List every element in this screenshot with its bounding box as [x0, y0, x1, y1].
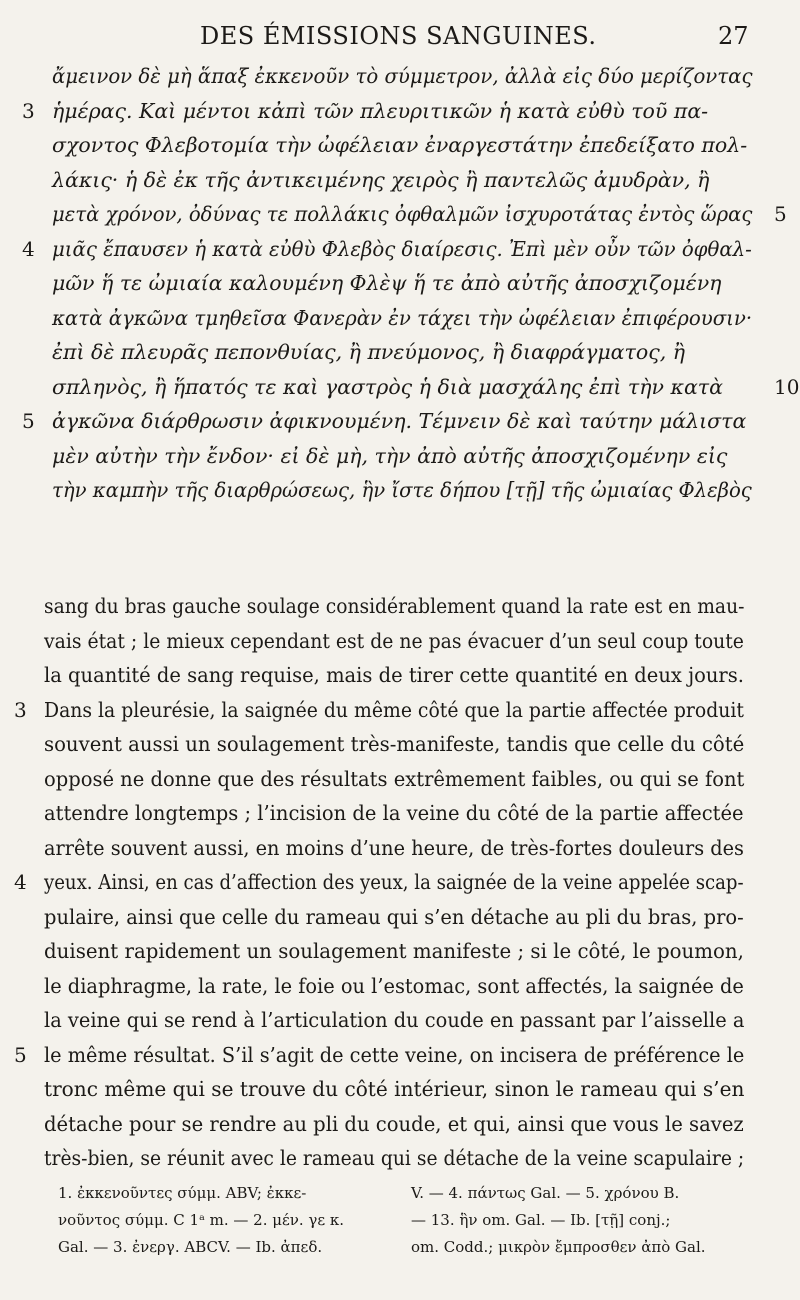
greek-text-block: [22, 64, 800, 513]
text-line: [52, 64, 752, 99]
line-text: σπληνὸς, ἢ ἥπατός τε καὶ γαστρὸς ἡ διὰ μασχάλης ἐπὶ τὴν κατὰ: [52, 374, 723, 399]
line-text: souvent aussi un soulagement très-manifeste, tandis que celle du côté: [44, 732, 745, 756]
text-line: [44, 1112, 754, 1147]
margin-section-number: 4: [14, 870, 27, 894]
margin-section-number: 3: [14, 697, 27, 722]
text-line: [44, 1146, 754, 1181]
line-text: le diaphragme, la rate, le foie ou l’estomac, sont affectés, la saignée de: [44, 973, 744, 998]
footnote-line: Gal. — 3. ἐνεργ. ABCV. — Ib. ἀπεδ.: [58, 1238, 323, 1256]
text-line: [22, 409, 752, 444]
line-text: λάκις· ἡ δὲ ἐκ τῆς ἀντικειμένης χειρὸς ἢ παντελῶς ἀμυδρὰν, ἢ: [52, 167, 710, 192]
running-title: DES ÉMISSIONS SANGUINES.: [200, 22, 597, 50]
text-line: [44, 767, 754, 802]
line-text: Dans la pleurésie, la saignée du même côté que la partie affectée produit: [44, 697, 744, 722]
line-text: ἀγκῶνα διάρθρωσιν ἀφικνουμένη. Τέμνειν δὲ καὶ ταύτην μάλιστα: [52, 409, 747, 433]
line-text: pulaire, ainsi que celle du rameau qui s’en détache au pli du bras, pro-: [44, 904, 744, 929]
margin-line-number: 5: [774, 202, 787, 226]
text-line: [44, 974, 754, 1009]
line-text: τὴν καμπὴν τῆς διαρθρώσεως, ἣν ἴστε δήπου [τῇ] τῆς ὠμιαίας Φλεβὸς: [52, 478, 752, 502]
line-text: μετὰ χρόνον, ὀδύνας τε πολλάκις ὀφθαλμῶν ἰσχυροτάτας ἐντὸς ὥρας: [52, 202, 753, 226]
text-line: [14, 870, 754, 905]
text-line: [52, 444, 752, 479]
line-text: tronc même qui se trouve du côté intérieur, sinon le rameau qui s’en: [44, 1077, 745, 1101]
text-line: [22, 236, 752, 272]
line-text: μὲν αὐτὴν τὴν ἔνδον· εἰ δὲ μὴ, τὴν ἀπὸ αὐτῆς ἀποσχιζομένην εἰς: [52, 443, 728, 468]
line-text: ἐπὶ δὲ πλευρᾶς πεπονθυίας, ἢ πνεύμονος, ἢ διαφράγματος, ἢ: [52, 340, 686, 364]
footnote-line: — 13. ἣν om. Gal. — Ib. [τῇ] conj.;: [411, 1211, 671, 1229]
line-text: μῶν ἥ τε ὠμιαία καλουμένη Φλὲψ ἥ τε ἀπὸ αὐτῆς ἀποσχιζομένη: [52, 271, 722, 295]
text-line: [44, 801, 754, 836]
text-line: [44, 939, 754, 974]
line-text: opposé ne donne que des résultats extrêmement faibles, ou qui se font: [44, 766, 745, 791]
margin-section-number: 4: [22, 236, 35, 261]
text-line: [14, 697, 754, 733]
page-header: [0, 22, 800, 54]
line-text: sang du bras gauche soulage considérablement quand la rate est en mau-: [44, 594, 745, 618]
text-line: [44, 594, 754, 629]
text-line: [52, 168, 752, 203]
line-text: ἡμέρας. Καὶ μέντοι κἀπὶ τῶν πλευριτικῶν ἡ κατὰ εὐθὺ τοῦ πα-: [52, 98, 709, 123]
line-text: la veine qui se rend à l’articulation du coude en passant par l’aisselle a: [44, 1008, 745, 1032]
margin-section-number: 5: [22, 409, 35, 433]
text-line: [52, 133, 752, 168]
text-line: [52, 478, 752, 513]
text-line: [44, 836, 754, 871]
text-line: [52, 202, 787, 237]
line-text: la quantité de sang requise, mais de tirer cette quantité en deux jours.: [44, 663, 744, 687]
text-line: [14, 1042, 754, 1078]
text-line: [52, 306, 752, 341]
margin-section-number: 3: [22, 98, 35, 123]
line-text: le même résultat. S’il s’agit de cette veine, on incisera de préférence le: [44, 1042, 745, 1067]
text-line: [44, 629, 754, 664]
text-line: [44, 1008, 754, 1043]
footnote-line: 1. ἐκκενοῦντες σύμμ. ABV; ἐκκε-: [58, 1184, 307, 1202]
margin-section-number: 5: [14, 1042, 27, 1067]
line-text: détache pour se rendre au pli du coude, et qui, ainsi que vous le savez: [44, 1111, 744, 1136]
footnotes-right-column: [411, 1180, 706, 1261]
text-line: [44, 732, 754, 767]
text-line: [52, 374, 800, 410]
line-text: très-bien, se réunit avec le rameau qui se détache de la veine scapulaire ;: [44, 1146, 745, 1170]
footnote-line: V. — 4. πάντως Gal. — 5. χρόνου B.: [411, 1184, 680, 1202]
footnote-line: νοῦντος σύμμ. C 1ᵃ m. — 2. μέν. γε κ.: [58, 1211, 345, 1229]
line-text: yeux. Ainsi, en cas d’affection des yeux, la saignée de la veine appelée scap-: [44, 870, 744, 894]
french-translation-block: [14, 594, 754, 1181]
line-text: vais état ; le mieux cependant est de ne pas évacuer d’un seul coup toute: [44, 628, 744, 653]
margin-line-number: 10: [774, 374, 800, 399]
text-line: [52, 271, 752, 306]
line-text: μιᾶς ἔπαυσεν ἡ κατὰ εὐθὺ Φλεβὸς διαίρεσις. Ἐπὶ μὲν οὖν τῶν ὀφθαλ-: [52, 236, 752, 261]
text-line: [44, 905, 754, 940]
line-text: arrête souvent aussi, en moins d’une heure, de très-fortes douleurs des: [44, 835, 744, 860]
line-text: κατὰ ἀγκῶνα τμηθεῖσα Φανερὰν ἐν τάχει τὴν ὠφέλειαν ἐπιφέρουσιν·: [52, 305, 753, 330]
line-text: duisent rapidement un soulagement manifeste ; si le côté, le poumon,: [44, 939, 744, 963]
text-line: [22, 98, 752, 134]
text-line: [44, 663, 754, 698]
line-text: ἄμεινον δὲ μὴ ἅπαξ ἐκκενοῦν τὸ σύμμετρον, ἀλλὰ εἰς δύο μερίζοντας: [52, 64, 753, 88]
page-number: 27: [718, 22, 749, 50]
text-line: [52, 340, 752, 375]
line-text: attendre longtemps ; l’incision de la veine du côté de la partie affectée: [44, 801, 744, 825]
footnotes-left-column: [58, 1180, 344, 1261]
text-line: [44, 1077, 754, 1112]
footnote-line: om. Codd.; μικρὸν ἔμπροσθεν ἀπὸ Gal.: [411, 1238, 706, 1256]
line-text: σχοντος Φλεβοτομία τὴν ὠφέλειαν ἐναργεστάτην ἐπεδείξατο πολ-: [52, 133, 748, 157]
